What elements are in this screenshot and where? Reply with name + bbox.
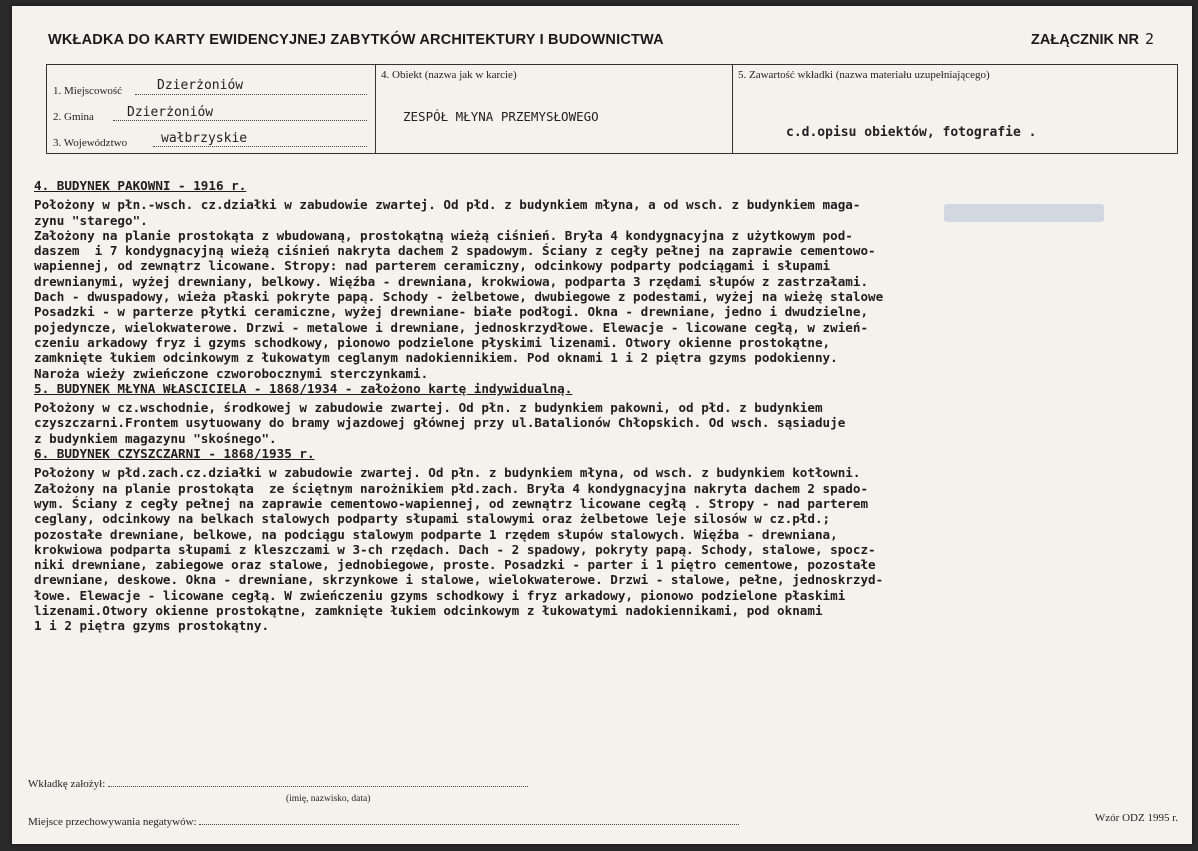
text-line: Naroża wieży zwieńczone czworobocznymi sterczynkami. bbox=[34, 365, 429, 381]
field-dots bbox=[153, 146, 367, 147]
text-line: krokwiowa podparta słupami z kleszczami w 3-ch rzędach. Dach - 2 spadowy, pokryty papą. Schody, stalowe, spocz- bbox=[34, 541, 876, 557]
text-line: niki drewniane, zabiegowe oraz stalowe, jednobiegowe, proste. Posadzki - parter i 1 piętro cementowe, pozostałe bbox=[34, 557, 876, 573]
field-value: wałbrzyskie bbox=[161, 131, 248, 146]
text-line: pozostałe drewniane, belkowe, na podciągu stalowym podparte 1 rzędem słupów stalowych. Więźba - drewniana, bbox=[34, 526, 838, 542]
text-line: zynu "starego". bbox=[34, 212, 148, 228]
text-line: z budynkiem magazynu "skośnego". bbox=[34, 430, 277, 446]
negatives-dots bbox=[199, 824, 739, 825]
text-line: Położony w cz.wschodnie, środkowej w zabudowie zwartej. Od płn. z budynkiem pakowni, od płd. z budynkiem bbox=[34, 400, 823, 416]
text-line: zamknięte łukiem odcinkowym z łukowatym ceglanym nadokiennikiem. Pod oknami 1 i 2 piętra gzyms podokienny. bbox=[34, 350, 838, 366]
form-title: WKŁADKA DO KARTY EWIDENCYJNEJ ZABYTKÓW ARCHITEKTURY I BUDOWNICTWA bbox=[48, 32, 664, 48]
text-line: drewnianymi, wyżej drewniany, belkowy. Więźba - drewniana, krokwiowa, podparta 3 rzędami słupów z zastrzałami. bbox=[34, 273, 869, 289]
header-fields-box bbox=[46, 64, 1178, 154]
text-line: pojedyncze, wielokwaterowe. Drzwi - metalowe i drewniane, jednoskrzydłowe. Elewacje - licowane cegłą, w zwień- bbox=[34, 319, 869, 335]
field-gmina bbox=[53, 101, 367, 123]
text-line: Posadzki - w parterze płytki ceramiczne, wyżej drewniane- białe podłogi. Okna - drewniane, jedno i dwudzielne, bbox=[34, 304, 869, 320]
footer-negatives bbox=[28, 816, 1176, 828]
text-line: daszem i 7 kondygnacyjną wieżą ciśnień nakryta dachem 2 spadowym. Ściany z cegły pełnej na zaprawie cementowo- bbox=[34, 243, 876, 259]
text-line: wapiennej, od zewnątrz licowane. Stropy: nad parterem ceramiczny, odcinkowy podparty podciągami i słupami bbox=[34, 258, 831, 274]
text-line: Założony na planie prostokąta z wbudowaną, prostokątną wieżą ciśnień. Bryła 4 kondygnacyjna z użytkowym pod- bbox=[34, 227, 853, 243]
created-by-sublabel: (imię, nazwisko, data) bbox=[286, 794, 371, 804]
field-label: 4. Obiekt (nazwa jak w karcie) bbox=[381, 69, 517, 81]
section-heading: 6. BUDYNEK CZYSZCZARNI - 1868/1935 r. bbox=[34, 446, 315, 462]
created-by-label: Wkładkę założył: bbox=[28, 778, 106, 790]
negatives-label: Miejsce przechowywania negatywów: bbox=[28, 816, 197, 828]
field-miejscowosc bbox=[53, 75, 367, 97]
field-dots bbox=[113, 120, 367, 121]
field-label: 5. Zawartość wkładki (nazwa materiału uzupełniającego) bbox=[738, 69, 990, 81]
text-line: łowe. Elewacje - licowane cegłą. W zwieńczeniu gzyms schodkowy i fryz arkadowy, pionowo podzielone płaskimi bbox=[34, 587, 846, 603]
text-line: ceglany, odcinkowy na belkach stalowych podparty słupami stalowymi oraz żelbetowe leje silosów w cz.płd.; bbox=[34, 511, 831, 527]
field-label: 3. Województwo bbox=[53, 137, 128, 149]
field-wojewodztwo bbox=[53, 127, 367, 149]
text-line: Dach - dwuspadowy, wieża płaski pokryte papą. Schody - żelbetowe, dwubiegowe z podestami, wyżej na wieżę stalowe bbox=[34, 289, 884, 305]
form-sheet bbox=[12, 6, 1192, 844]
text-line: 1 i 2 piętra gzyms prostokątny. bbox=[34, 618, 270, 634]
field-label: 2. Gmina bbox=[53, 111, 94, 123]
field-value: c.d.opisu obiektów, fotografie . bbox=[786, 125, 1037, 140]
field-value: ZESPÓŁ MŁYNA PRZEMYSŁOWEGO bbox=[403, 109, 599, 124]
annex-number-value: 2 bbox=[1144, 30, 1154, 48]
object-field bbox=[375, 65, 733, 153]
form-template-id: Wzór ODZ 1995 r. bbox=[1094, 812, 1178, 824]
section-heading: 5. BUDYNEK MŁYNA WŁASCICIELA - 1868/1934 - założono kartę indywidualną. bbox=[34, 380, 573, 396]
field-dots bbox=[135, 94, 367, 95]
created-by-dots bbox=[108, 786, 528, 787]
location-fields bbox=[47, 65, 376, 153]
annex-label: ZAŁĄCZNIK NR bbox=[1031, 32, 1139, 48]
annex-number bbox=[1031, 30, 1154, 48]
text-line: czeniu arkadowy fryz i gzyms schodkowy, pionowo podzielone płyskimi lizenami. Otwory okienne prostokątne, bbox=[34, 334, 831, 350]
text-line: drewniane, deskowe. Okna - drewniane, skrzynkowe i stalowe, wielokwaterowe. Drzwi - stalowe, pełne, jednoskrzyd- bbox=[34, 572, 884, 588]
field-label: 1. Miejscowość bbox=[53, 85, 123, 97]
field-value: Dzierżoniów bbox=[157, 78, 244, 93]
field-value: Dzierżoniów bbox=[127, 105, 214, 120]
text-line: czyszczarni.Frontem usytuowany do bramy wjazdowej głównej przy ul.Batalionów Chłopskich. Od wsch. sąsiaduje bbox=[34, 415, 846, 431]
section-heading: 4. BUDYNEK PAKOWNI - 1916 r. bbox=[34, 178, 247, 193]
content-field bbox=[732, 65, 1177, 153]
text-line: Położony w płn.-wsch. cz.działki w zabudowie zwartej. Od płd. z budynkiem młyna, a od wsch. z budynkiem maga- bbox=[34, 197, 861, 213]
footer-created-by bbox=[28, 778, 1176, 790]
text-line: Położony w płd.zach.cz.działki w zabudowie zwartej. Od płn. z budynkiem młyna, od wsch. z budynkiem kotłowni. bbox=[34, 465, 861, 481]
text-line: wym. Ściany z cegły pełnej na zaprawie cementowo-wapiennej, od zewnątrz licowane cegłą . Stropy - nad parterem bbox=[34, 495, 869, 511]
text-line: Założony na planie prostokąta ze ściętnym narożnikiem płd.zach. Bryła 4 kondygnacyjna nakryta dachem 2 spado- bbox=[34, 480, 869, 496]
text-line: lizenami.Otwory okienne prostokątne, zamknięte łukiem odcinkowym z łukowatymi nadokiennikami, pod oknami bbox=[34, 603, 823, 619]
description-body bbox=[34, 178, 1184, 634]
